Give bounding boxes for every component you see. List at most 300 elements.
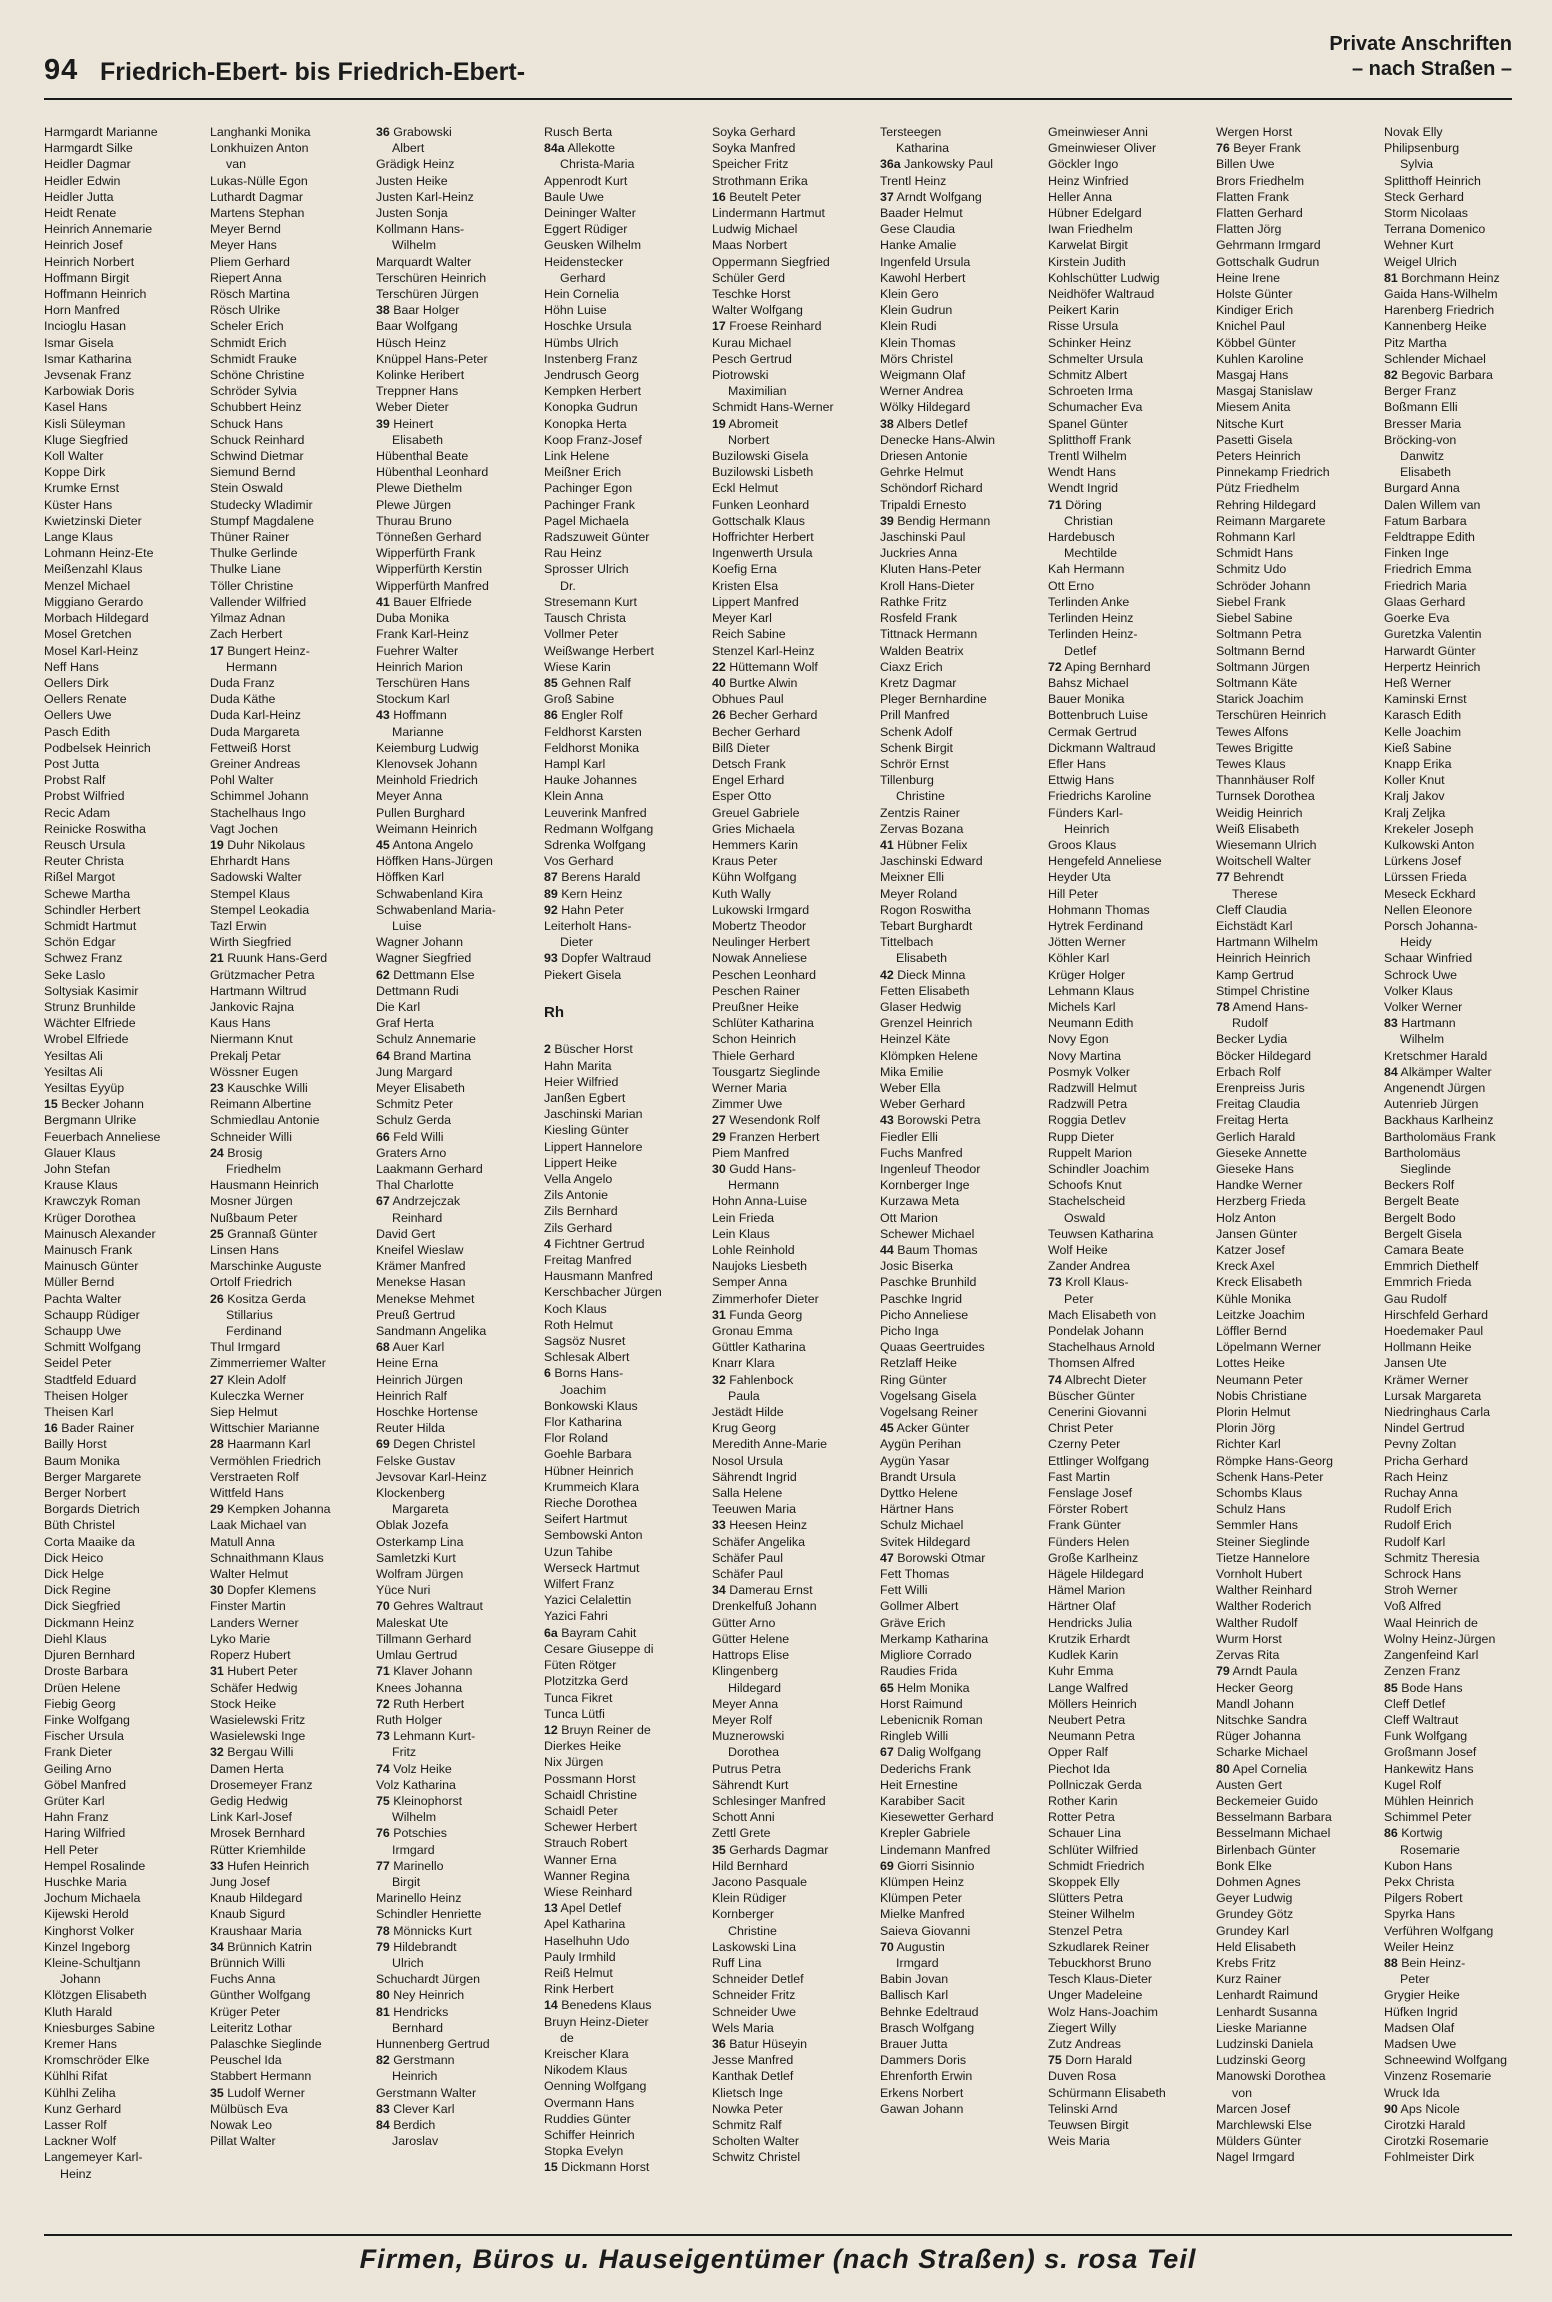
listing-entry: Horn Manfred (44, 303, 120, 318)
listing-entry: Soltmann Jürgen (1216, 659, 1310, 674)
listing-entry: Höffken Karl (376, 870, 444, 885)
listing-entry: Schürmann Elisabeth (1048, 2085, 1166, 2100)
listing-entry: Krutzik Erhardt (1048, 1631, 1130, 1646)
listing-entry: Redmann Wolfgang (544, 821, 654, 836)
listing-entry: Burgard Anna (1384, 481, 1460, 496)
listing-entry: Hahn Marita (544, 1058, 612, 1073)
listing-entry: Mrosek Bernhard (210, 1826, 306, 1841)
listing-entry: Schinker Heinz (1048, 335, 1132, 350)
listing-entry: Grundey Karl (1216, 1923, 1290, 1938)
listing-entry: Dieter (560, 935, 594, 950)
listing-entry: Hüfken Ingrid (1384, 2004, 1458, 2019)
listing-entry: Nitsche Kurt (1216, 416, 1284, 431)
listing-entry: Wolz Hans-Joachim (1048, 2004, 1158, 2019)
listing-entry: Rißel Margot (44, 870, 115, 885)
listing-entry: Ott Marion (880, 1210, 938, 1225)
listing-entry: Opper Ralf (1048, 1745, 1108, 1760)
listing-entry: Apel Katharina (544, 1917, 626, 1932)
listing-entry: Lottes Heike (1216, 1356, 1285, 1371)
listing-entry: Flor Roland (544, 1431, 609, 1446)
listing-entry: Krüger Dorothea (44, 1210, 136, 1225)
listing-entry: Overmann Hans (544, 2095, 635, 2110)
listing-entry: Thal Charlotte (376, 1178, 454, 1193)
listing-entry: 75 Kleinophorst (376, 1793, 463, 1808)
listing-entry: Zimmerriemer Walter (210, 1356, 326, 1371)
listing-entry: Spyrka Hans (1384, 1907, 1455, 1922)
listing-entry: Pillat Walter (210, 2134, 276, 2149)
listing-entry: Voß Alfred (1384, 1599, 1442, 1614)
listing-columns (44, 124, 1514, 2194)
listing-entry: Probst Wilfried (44, 789, 125, 804)
listing-entry: Merkamp Katharina (880, 1631, 989, 1646)
listing-entry: Ruppelt Marion (1048, 1145, 1133, 1160)
listing-entry: 78 Mönnicks Kurt (376, 1923, 472, 1938)
listing-entry: Mobertz Theodor (712, 918, 807, 933)
listing-entry: Funken Leonhard (712, 497, 810, 512)
listing-entry: Schöne Christine (210, 368, 305, 383)
listing-entry: Putrus Petra (712, 1761, 781, 1776)
listing-entry: Hill Peter (1048, 886, 1099, 901)
listing-entry: Härtner Hans (880, 1502, 954, 1517)
listing-entry: Lackner Wolf (44, 2134, 117, 2149)
listing-entry: Oellers Dirk (44, 675, 109, 690)
listing-entry: Knapp Erika (1384, 756, 1452, 771)
listing-entry: Schöndorf Richard (880, 481, 983, 496)
listing-entry: Gmeinwieser Oliver (1048, 141, 1157, 156)
listing-entry: 92 Hahn Peter (544, 902, 624, 917)
listing-entry: Große Karlheinz (1048, 1550, 1139, 1565)
listing-entry: Luthardt Dagmar (210, 189, 303, 204)
listing-entry: Heinrich Jürgen (376, 1372, 463, 1387)
listing-entry: Schlesinger Manfred (712, 1793, 826, 1808)
listing-entry: Tebart Burghardt (880, 918, 973, 933)
listing-entry: Bruyn Heinz-Dieter (544, 2014, 649, 2029)
listing-entry: Soyka Gerhard (712, 125, 796, 139)
listing-entry: Klenovsek Johann (376, 756, 478, 771)
listing-entry: Reuter Hilda (376, 1421, 445, 1436)
listing-entry: Horst Raimund (880, 1696, 963, 1711)
listing-entry: Heinrich Ralf (376, 1388, 447, 1403)
listing-entry: Böcker Hildegard (1216, 1048, 1312, 1063)
listing-entry: Grädigk Heinz (376, 157, 455, 172)
listing-entry: 84 Alkämper Walter (1384, 1064, 1492, 1079)
listing-entry: Terschüren Heinrich (1216, 708, 1327, 723)
listing-entry: Bonk Elke (1216, 1858, 1272, 1873)
listing-entry: Pullen Burghard (376, 805, 465, 820)
listing-entry: Kristen Elsa (712, 578, 779, 593)
listing-entry: Kurau Michael (712, 335, 792, 350)
listing-entry: 14 Benedens Klaus (544, 1998, 652, 2013)
listing-entry: Wipperfürth Kerstin (376, 562, 483, 577)
listing-entry: 22 Hüttemann Wolf (712, 659, 818, 674)
listing-entry: Ringleb Willi (880, 1729, 949, 1744)
listing-entry: Zentzis Rainer (880, 805, 960, 820)
listing-entry: Walther Roderich (1216, 1599, 1312, 1614)
listing-entry: Greiner Andreas (210, 756, 301, 771)
listing-entry: Kneifel Wieslaw (376, 1243, 464, 1258)
listing-entry: Bartholomäus Frank (1384, 1129, 1496, 1144)
listing-entry: 27 Wesendonk Rolf (712, 1113, 820, 1128)
listing-entry: Kawohl Herbert (880, 270, 966, 285)
listing-entry: Kniesburges Sabine (44, 2020, 155, 2035)
listing-entry: Dr. (560, 578, 576, 593)
listing-entry: Christine (896, 789, 945, 804)
listing-entry: Esper Otto (712, 789, 772, 804)
listing-entry: 81 Hendricks (376, 2004, 449, 2019)
listing-entry: Pliem Gerhard (210, 254, 290, 269)
listing-entry: Dalen Willem van (1384, 497, 1481, 512)
listing-entry: Holste Günter (1216, 287, 1293, 302)
listing-entry: Laak Michael van (210, 1518, 307, 1533)
listing-entry: Theisen Holger (44, 1388, 129, 1403)
listing-entry: Jung Josef (210, 1874, 270, 1889)
listing-entry: Schneewind Wolfgang (1384, 2053, 1508, 2068)
listing-entry: Manowski Dorothea (1216, 2069, 1326, 2084)
listing-entry: Hägele Hildegard (1048, 1567, 1144, 1582)
listing-entry: Gerhard (560, 270, 606, 285)
listing-entry: Knüppel Hans-Peter (376, 351, 488, 366)
listing-entry: Rother Karin (1048, 1793, 1118, 1808)
listing-entry: Starick Joachim (1216, 692, 1304, 707)
listing-entry: Seifert Hartmut (544, 1512, 628, 1527)
listing-entry: Hoffmann Birgit (44, 270, 130, 285)
listing-entry: Peikert Karin (1048, 303, 1119, 318)
listing-entry: Sadowski Walter (210, 870, 302, 885)
listing-entry: Brors Friedhelm (1216, 173, 1305, 188)
listing-entry: Duba Monika (376, 611, 450, 626)
listing-entry: Schröder Sylvia (210, 384, 297, 399)
listing-entry: Ingenfeld Ursula (880, 254, 971, 269)
listing-entry: Lyko Marie (210, 1631, 271, 1646)
listing-entry: Wirth Siegfried (210, 935, 292, 950)
listing-entry: Glaas Gerhard (1384, 594, 1466, 609)
listing-entry: Baar Wolfgang (376, 319, 458, 334)
listing-entry: Göbel Manfred (44, 1777, 126, 1792)
listing-entry: Kühlhi Zeliha (44, 2085, 116, 2100)
listing-entry: Steiner Sieglinde (1216, 1534, 1310, 1549)
listing-entry: Dederichs Frank (880, 1761, 971, 1776)
listing-entry: Fuchs Anna (210, 1972, 276, 1987)
listing-entry: 73 Lehmann Kurt- (376, 1729, 476, 1744)
listing-entry: Nindel Gertrud (1384, 1421, 1465, 1436)
listing-entry: Jaschinski Paul (880, 530, 966, 545)
listing-entry: Lukowski Irmgard (712, 902, 810, 917)
listing-entry: 6 Borns Hans- (544, 1366, 624, 1381)
listing-entry: 35 Ludolf Werner (210, 2085, 305, 2100)
listing-entry: Peter (1064, 1291, 1094, 1306)
listing-entry: 89 Kern Heinz (544, 886, 623, 901)
listing-entry: 26 Becher Gerhard (712, 708, 818, 723)
listing-entry: Vogelsang Reiner (880, 1405, 978, 1420)
listing-entry: Tönneßen Gerhard (376, 530, 482, 545)
listing-entry: Wolf Heike (1048, 1243, 1108, 1258)
listing-entry: Irmgard (896, 1955, 939, 1970)
listing-entry: Thurau Bruno (376, 513, 452, 528)
listing-entry: Lukas-Nülle Egon (210, 173, 308, 188)
listing-entry: Kieß Sabine (1384, 740, 1452, 755)
listing-entry: Feldhorst Monika (544, 740, 640, 755)
listing-entry: Ott Erno (1048, 578, 1095, 593)
listing-entry: 33 Hufen Heinrich (210, 1858, 310, 1873)
listing-entry: Lursak Margareta (1384, 1388, 1482, 1403)
listing-entry: Schuck Hans (210, 416, 284, 431)
listing-entry: Djuren Bernhard (44, 1648, 135, 1663)
listing-entry: 29 Kempken Johanna (210, 1502, 331, 1517)
listing-entry: Heidt Renate (44, 206, 117, 221)
listing-entry: 2 Büscher Horst (544, 1042, 633, 1057)
listing-entry: Duda Käthe (210, 692, 276, 707)
listing-entry: Koller Knut (1384, 773, 1445, 788)
listing-entry: Hoffrichter Herbert (712, 530, 814, 545)
listing-entry: Wilhelm (392, 238, 437, 253)
listing-entry: Weis Maria (1048, 2134, 1110, 2149)
listing-entry: Wiesemann Ulrich (1216, 837, 1317, 852)
listing-entry: 81 Borchmann Heinz (1384, 270, 1500, 285)
listing-entry: Wölky Hildegard (880, 400, 971, 415)
listing-entry: Prill Manfred (880, 708, 950, 723)
listing-entry: Flatten Jörg (1216, 222, 1282, 237)
listing-entry: Saieva Giovanni (880, 1923, 971, 1938)
listing-entry: Vollmer Peter (544, 627, 619, 642)
listing-entry: Marschinke Auguste (210, 1259, 322, 1274)
listing-entry: Heidy (1400, 935, 1432, 950)
listing-entry: Meredith Anne-Marie (712, 1437, 828, 1452)
listing-entry: Erkens Norbert (880, 2085, 964, 2100)
listing-entry: Krekeler Joseph (1384, 821, 1474, 836)
listing-entry: Sagsöz Nusret (544, 1334, 626, 1349)
listing-entry: Karabiber Sacit (880, 1793, 965, 1808)
listing-column-7 (1048, 124, 1200, 2194)
listing-entry: Schmitz Theresia (1384, 1550, 1480, 1565)
listing-entry: Scholten Walter (712, 2134, 800, 2149)
listing-entry: 86 Engler Rolf (544, 708, 623, 723)
listing-entry: Fuehrer Walter (376, 643, 459, 658)
listing-entry: Tunca Fikret (544, 1690, 613, 1705)
listing-entry: Gottschalk Gudrun (1216, 254, 1320, 269)
listing-entry: Klömpken Helene (880, 1048, 978, 1063)
listing-entry: Ludzinski Daniela (1216, 2036, 1314, 2051)
listing-entry: Emmrich Diethelf (1384, 1259, 1479, 1274)
listing-entry: Pondelak Johann (1048, 1324, 1144, 1339)
listing-entry: 32 Bergau Willi (210, 1745, 294, 1760)
listing-entry: 13 Apel Detlef (544, 1901, 622, 1916)
listing-entry: Kretschmer Harald (1384, 1048, 1488, 1063)
listing-entry: Probst Ralf (44, 773, 106, 788)
listing-entry: Schewer Herbert (544, 1820, 637, 1835)
listing-entry: Meyer Rolf (712, 1712, 772, 1727)
listing-entry: Cleff Waltraut (1384, 1712, 1459, 1727)
listing-entry: Gaida Hans-Wilhelm (1384, 287, 1498, 302)
listing-entry: 17 Froese Reinhard (712, 319, 822, 334)
listing-entry: 35 Gerhards Dagmar (712, 1842, 829, 1857)
listing-entry: Juckries Anna (880, 546, 958, 561)
listing-entry: Theisen Karl (44, 1405, 114, 1420)
listing-entry: 36 Grabowski (376, 125, 452, 139)
listing-entry: Hemmers Karin (712, 837, 799, 852)
listing-entry: Scharke Michael (1216, 1745, 1308, 1760)
listing-entry: 87 Berens Harald (544, 870, 641, 885)
listing-entry: 30 Dopfer Klemens (210, 1583, 317, 1598)
listing-entry: Pevny Zoltan (1384, 1437, 1457, 1452)
listing-entry: Weidig Heinrich (1216, 805, 1303, 820)
listing-entry: Josic Biserka (880, 1259, 953, 1274)
listing-entry: Unger Madeleine (1048, 1988, 1143, 2003)
listing-entry: Klein Gudrun (880, 303, 953, 318)
listing-entry: Buzilowski Gisela (712, 449, 809, 464)
listing-entry: Turnsek Dorothea (1216, 789, 1315, 804)
listing-entry: 40 Burtke Alwin (712, 675, 798, 690)
listing-entry: Lehmann Klaus (1048, 983, 1135, 998)
listing-entry: Wipperfürth Manfred (376, 578, 489, 593)
listing-entry: Leuverink Manfred (544, 805, 647, 820)
listing-entry: 82 Begovic Barbara (1384, 368, 1493, 383)
listing-entry: Duven Rosa (1048, 2069, 1117, 2084)
listing-column-5 (712, 124, 864, 2194)
listing-entry: Umlau Gertrud (376, 1648, 458, 1663)
listing-entry: Recic Adam (44, 805, 111, 820)
listing-entry: Heyder Uta (1048, 870, 1111, 885)
listing-entry: Hardebusch (1048, 530, 1115, 545)
listing-entry: Neff Hans (44, 659, 99, 674)
listing-entry: Rathke Fritz (880, 594, 947, 609)
listing-entry: Wittschier Marianne (210, 1421, 320, 1436)
listing-entry: Ortolf Friedrich (210, 1275, 292, 1290)
listing-entry: 78 Amend Hans- (1216, 999, 1309, 1014)
listing-entry: Jacono Pasquale (712, 1874, 808, 1889)
listing-entry: Novy Martina (1048, 1048, 1121, 1063)
listing-entry: Schrock Hans (1384, 1567, 1462, 1582)
listing-entry: Brandt Ursula (880, 1469, 956, 1484)
listing-entry: Bottenbruch Luise (1048, 708, 1148, 723)
listing-entry: Niedringhaus Carla (1384, 1405, 1491, 1420)
footer-note: Firmen, Büros u. Hauseigentümer (nach Straßen) s. rosa Teil (44, 2234, 1512, 2284)
listing-entry: Feldhorst Karsten (544, 724, 642, 739)
listing-entry: Hild Bernhard (712, 1858, 788, 1873)
listing-entry: Schenk Hans-Peter (1216, 1469, 1324, 1484)
listing-entry: Heit Ernestine (880, 1777, 958, 1792)
listing-entry: 23 Kauschke Willi (210, 1080, 308, 1095)
listing-entry: Spanel Günter (1048, 416, 1128, 431)
listing-entry: Meyer Hans (210, 238, 277, 253)
listing-entry: Hämel Marion (1048, 1583, 1126, 1598)
listing-entry: Karbowiak Doris (44, 384, 135, 399)
listing-entry: Löpelmann Werner (1216, 1340, 1322, 1355)
listing-entry: Hoedemaker Paul (1384, 1324, 1484, 1339)
listing-entry: Klein Gero (880, 287, 939, 302)
listing-entry: Koch Klaus (544, 1301, 607, 1316)
listing-entry: 74 Volz Heike (376, 1761, 452, 1776)
listing-entry: Dettmann Rudi (376, 983, 459, 998)
listing-entry: Weber Ella (880, 1080, 941, 1095)
listing-entry: Pricha Gerhard (1384, 1453, 1469, 1468)
listing-entry: Krüger Holger (1048, 967, 1126, 982)
listing-entry: 47 Borowski Otmar (880, 1550, 986, 1565)
listing-entry: Ingenwerth Ursula (712, 546, 813, 561)
listing-entry: Piechot Ida (1048, 1761, 1110, 1776)
listing-entry: Schombs Klaus (1216, 1486, 1303, 1501)
listing-entry: Kromschröder Elke (44, 2053, 150, 2068)
listing-entry: Fiebig Georg (44, 1696, 116, 1711)
listing-entry: Sieglinde (1400, 1162, 1451, 1176)
listing-entry: Kolinke Heribert (376, 368, 465, 383)
listing-entry: Krumke Ernst (44, 481, 120, 496)
listing-entry: Hümbs Ulrich (544, 335, 619, 350)
listing-entry: Walther Reinhard (1216, 1583, 1312, 1598)
listing-entry: Heinrich Norbert (44, 254, 135, 269)
listing-entry: Zervas Rita (1216, 1648, 1280, 1663)
listing-entry: Thul Irmgard (210, 1340, 281, 1355)
listing-entry: Friedrichs Karoline (1048, 789, 1152, 804)
listing-entry: Lindermann Hartmut (712, 206, 825, 221)
listing-entry: Paula (728, 1388, 760, 1403)
listing-entry: Kubon Hans (1384, 1858, 1453, 1873)
listing-entry: Besselmann Michael (1216, 1826, 1331, 1841)
listing-entry: Pachinger Frank (544, 497, 635, 512)
listing-entry: Stroh Werner (1384, 1583, 1458, 1598)
listing-entry: Karwelat Birgit (1048, 238, 1128, 253)
listing-entry: Mosner Jürgen (210, 1194, 293, 1209)
listing-entry: Palaschke Sieglinde (210, 2036, 322, 2051)
listing-entry: Fetten Elisabeth (880, 983, 970, 998)
listing-entry: Berger Margarete (44, 1469, 142, 1484)
listing-entry: Werner Andrea (880, 384, 964, 399)
listing-entry: Bresser Maria (1384, 416, 1462, 431)
listing-entry: Löffler Bernd (1216, 1324, 1287, 1339)
listing-entry: Zangenfeind Karl (1384, 1648, 1479, 1663)
listing-entry: Meyer Bernd (210, 222, 281, 237)
listing-entry: Tesch Klaus-Dieter (1048, 1972, 1152, 1987)
listing-entry: Telinski Arnd (1048, 2101, 1118, 2116)
listing-entry: Link Helene (544, 449, 610, 464)
listing-entry: Schewer Michael (880, 1226, 975, 1241)
listing-entry: Kretz Dagmar (880, 675, 957, 690)
listing-entry: Christa-Maria (560, 157, 635, 172)
listing-entry: Stempel Leokadia (210, 902, 310, 917)
listing-entry: Schmitz Peter (376, 1097, 454, 1112)
listing-entry: Pohl Walter (210, 773, 274, 788)
listing-entry: Heidler Jutta (44, 189, 114, 204)
listing-entry: Werseck Hartmut (544, 1560, 640, 1575)
listing-entry: Mainusch Günter (44, 1259, 139, 1274)
listing-entry: 39 Heinert (376, 416, 434, 431)
listing-entry: Meinhold Friedrich (376, 773, 478, 788)
listing-entry: Rudolf Erich (1384, 1518, 1452, 1533)
listing-entry: Steck Gerhard (1384, 189, 1464, 204)
listing-entry: Preuß Gertrud (376, 1307, 456, 1322)
listing-entry: Borgards Dietrich (44, 1502, 140, 1517)
listing-entry: Kwietzinski Dieter (44, 513, 142, 528)
listing-entry: Stumpf Magdalene (210, 513, 315, 528)
listing-entry: Schmidt Frauke (210, 351, 297, 366)
listing-entry: Steiner Wilhelm (1048, 1907, 1135, 1922)
listing-entry: Mühlen Heinrich (1384, 1793, 1474, 1808)
listing-entry: 71 Döring (1048, 497, 1102, 512)
listing-entry: Radszuweit Günter (544, 530, 650, 545)
listing-entry: Peuschel Ida (210, 2053, 282, 2068)
listing-entry: 74 Albrecht Dieter (1048, 1372, 1147, 1387)
listing-entry: Cleff Claudia (1216, 902, 1287, 917)
listing-entry: Klümpen Peter (880, 1891, 962, 1906)
listing-entry: Wendt Ingrid (1048, 481, 1119, 496)
listing-entry: Schaupp Uwe (44, 1324, 122, 1339)
listing-entry: Ruchay Anna (1384, 1486, 1458, 1501)
listing-entry: Drenkelfuß Johann (712, 1599, 817, 1614)
listing-entry: Schroeten Irma (1048, 384, 1133, 399)
listing-entry: 84a Allekotte (544, 141, 615, 156)
listing-entry: Corta Maaike da (44, 1534, 135, 1549)
listing-entry: Madsen Olaf (1384, 2020, 1455, 2035)
listing-entry: 43 Hoffmann (376, 708, 447, 723)
